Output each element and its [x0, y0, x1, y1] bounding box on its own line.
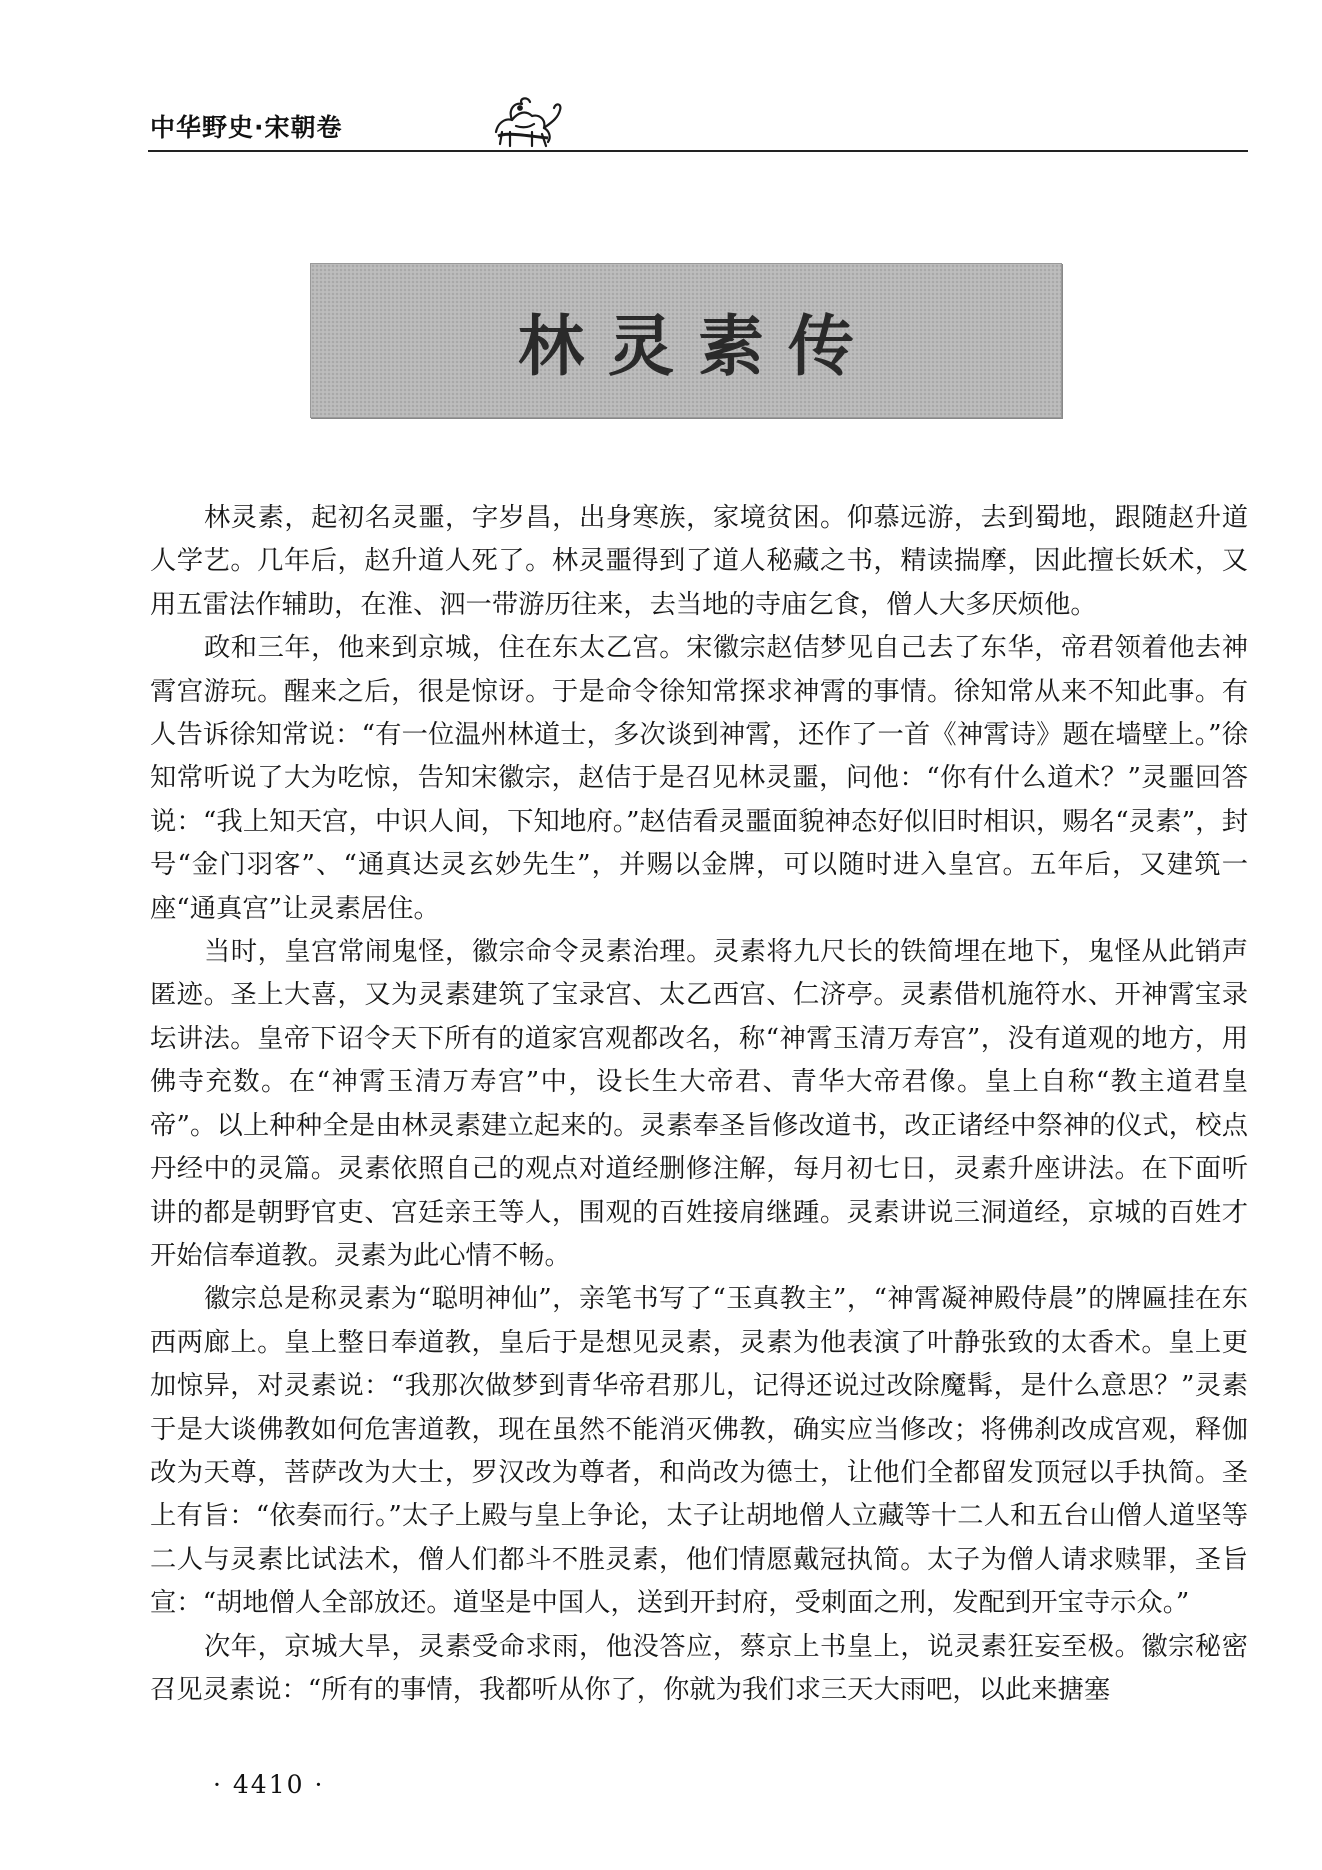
running-header: 中华野史·宋朝卷 — [150, 113, 343, 142]
paragraph: 政和三年，他来到京城，住在东太乙宫。宋徽宗赵佶梦见自己去了东华，帝君领着他去神霄宫游玩。醒来之后，很是惊讶。于是命令徐知常探求神霄的事情。徐知常从来不知此事。有人告诉徐知常说：“有一位温州林道士，多次谈到神霄，还作了一首《神霄诗》题在墙壁上。”徐知常听说了大为吃惊，告知宋徽宗，赵佶于是召见林灵噩，问他：“你有什么道术？”灵噩回答说：“我上知天宫，中识人间，下知地府。”赵佶看灵噩面貌神态好似旧时相识，赐名“灵素”，封号“金门羽客”、“通真达灵玄妙先生”，并赐以金牌，可以随时进入皇宫。五年后，又建筑一座“通真宫”让灵素居住。 — [150, 633, 1248, 924]
page-number: · 4410 · — [213, 1770, 325, 1799]
header-rule — [148, 150, 1248, 152]
qilin-emblem-icon — [488, 92, 566, 150]
paragraph: 徽宗总是称灵素为“聪明神仙”，亲笔书写了“玉真教主”，“神霄凝神殿侍晨”的牌匾挂在东西两廊上。皇上整日奉道教，皇后于是想见灵素，灵素为他表演了叶静张致的太香术。皇上更加惊异，对灵素说：“我那次做梦到青华帝君那儿，记得还说过改除魔髯，是什么意思？”灵素于是大谈佛教如何危害道教，现在虽然不能消灭佛教，确实应当修改；将佛刹改成宫观，释伽改为天尊，菩萨改为大士，罗汉改为尊者，和尚改为德士，让他们全都留发顶冠以手执简。圣上有旨：“依奏而行。”太子上殿与皇上争论，太子让胡地僧人立藏等十二人和五台山僧人道坚等二人与灵素比试法术，僧人们都斗不胜灵素，他们情愿戴冠执简。太子为僧人请求赎罪，圣旨宣：“胡地僧人全部放还。道坚是中国人，送到开封府，受刺面之刑，发配到开宝寺示众。” — [150, 1284, 1248, 1619]
chapter-title-box — [310, 263, 1062, 418]
paragraph: 次年，京城大旱，灵素受命求雨，他没答应，蔡京上书皇上，说灵素狂妄至极。徽宗秘密召见灵素说：“所有的事情，我都听从你了，你就为我们求三天大雨吧，以此来搪塞 — [150, 1631, 1248, 1705]
paragraph: 林灵素，起初名灵噩，字岁昌，出身寒族，家境贫困。仰慕远游，去到蜀地，跟随赵升道人学艺。几年后，赵升道人死了。林灵噩得到了道人秘藏之书，精读揣摩，因此擅长妖术，又用五雷法作辅助，在淮、泗一带游历往来，去当地的寺庙乞食，僧人大多厌烦他。 — [150, 503, 1248, 620]
article-body — [150, 497, 1248, 1712]
chapter-title: 林灵素传 — [518, 308, 878, 385]
paragraph: 当时，皇宫常闹鬼怪，徽宗命令灵素治理。灵素将九尺长的铁简埋在地下，鬼怪从此销声匿迹。圣上大喜，又为灵素建筑了宝录宫、太乙西宫、仁济亭。灵素借机施符水、开神霄宝录坛讲法。皇帝下诏令天下所有的道家宫观都改名，称“神霄玉清万寿宫”，没有道观的地方，用佛寺充数。在“神霄玉清万寿宫”中，设长生大帝君、青华大帝君像。皇上自称“教主道君皇帝”。以上种种全是由林灵素建立起来的。灵素奉圣旨修改道书，改正诸经中祭神的仪式，校点丹经中的灵篇。灵素依照自己的观点对道经删修注解，每月初七日，灵素升座讲法。在下面听讲的都是朝野官吏、宫廷亲王等人，围观的百姓接肩继踵。灵素讲说三洞道经，京城的百姓才开始信奉道教。灵素为此心情不畅。 — [150, 937, 1248, 1271]
